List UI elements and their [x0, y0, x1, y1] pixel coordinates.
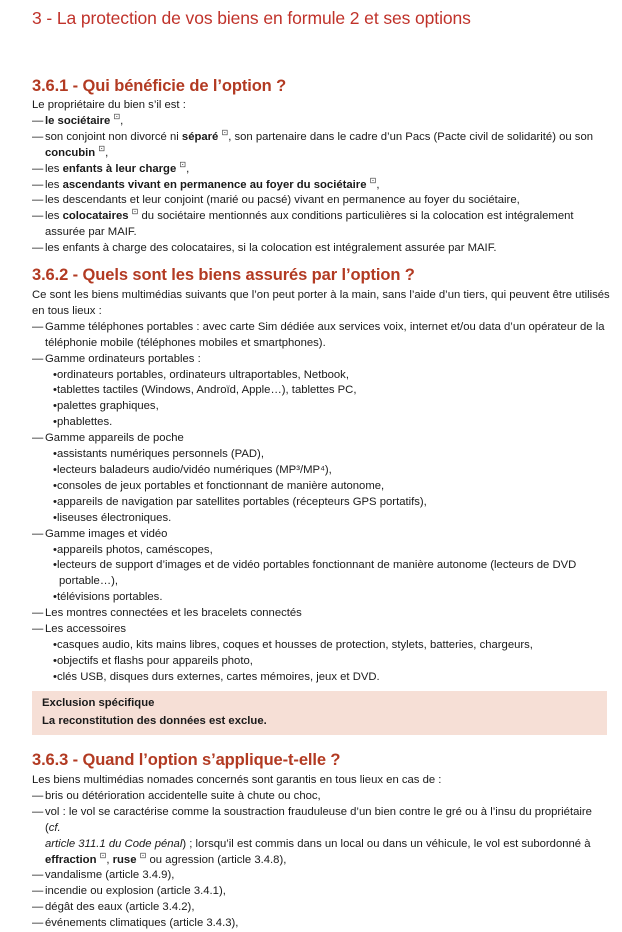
- glossary-ref-icon[interactable]: ⊡: [99, 850, 107, 860]
- sub-list-item: •clés USB, disques durs externes, cartes mémoires, jeux et DVD.: [53, 670, 380, 683]
- section-3-6-3-body: [32, 773, 610, 932]
- list-item: — le sociétaire ⊡,: [32, 114, 610, 130]
- list-item: — les colocataires ⊡ du sociétaire mentionnés aux conditions particulières si la colocation est intégralement assurée par MAIF.: [32, 209, 610, 241]
- section-3-6-1-title: 3.6.1 - Qui bénéficie de l’option ?: [32, 77, 287, 95]
- exclusion-text: La reconstitution des données est exclue.: [42, 715, 267, 727]
- section-3-6-2-title: 3.6.2 - Quels sont les biens assurés par l’option ?: [32, 266, 415, 284]
- sub-list-item: •palettes graphiques,: [53, 400, 159, 413]
- sub-list-item: •appareils photos, caméscopes,: [53, 543, 213, 556]
- exclusion-title: Exclusion spécifique: [42, 697, 155, 709]
- sub-list-item: •consoles de jeux portables et fonctionnant de manière autonome,: [53, 479, 385, 492]
- list-item: — les enfants à leur charge ⊡,: [32, 162, 610, 178]
- list-item: — événements climatiques (article 3.4.3),: [32, 916, 610, 932]
- sub-list-item: •objectifs et flashs pour appareils photo,: [53, 654, 253, 667]
- sub-list-item: •phablettes.: [53, 416, 113, 429]
- list-item: — les enfants à charge des colocataires, si la colocation est intégralement assurée par MAIF.: [32, 241, 610, 257]
- list-item: — dégât des eaux (article 3.4.2),: [32, 900, 610, 916]
- sub-list-item: •ordinateurs portables, ordinateurs ultraportables, Netbook,: [53, 368, 349, 381]
- list-item: — vandalisme (article 3.4.9),: [32, 868, 610, 884]
- list-item: — Gamme appareils de poche: [32, 431, 610, 447]
- list-item: — Les montres connectées et les bracelets connectés: [32, 606, 610, 622]
- list-item: — les ascendants vivant en permanence au foyer du sociétaire ⊡,: [32, 178, 610, 194]
- glossary-ref-icon[interactable]: ⊡: [179, 159, 187, 169]
- glossary-ref-icon[interactable]: ⊡: [113, 112, 121, 122]
- chapter-title: 3 - La protection de vos biens en formule 2 et ses options: [32, 8, 471, 28]
- sub-list-item: •lecteurs de support d’images et de vidéo portables fonctionnant de manière autonome (lecteurs de DVD portable…),: [53, 559, 577, 588]
- exclusion-box: [32, 691, 607, 735]
- glossary-ref-icon[interactable]: ⊡: [221, 128, 229, 138]
- sub-list-item: •appareils de navigation par satellites portables (récepteurs GPS portatifs),: [53, 495, 427, 508]
- list-item: — Gamme images et vidéo: [32, 527, 610, 543]
- sub-list-item: •télévisions portables.: [53, 591, 163, 604]
- list-item: — les descendants et leur conjoint (marié ou pacsé) vivant en permanence au foyer du sociétaire,: [32, 193, 610, 209]
- list-item: — Gamme téléphones portables : avec carte Sim dédiée aux services voix, internet et/ou data d’un opérateur de la téléphonie mobile (téléphones mobiles et smartphones).: [32, 320, 610, 352]
- sub-list-item: •casques audio, kits mains libres, coques et housses de protection, stylets, batteries, chargeurs,: [53, 638, 533, 651]
- sub-list-item: •liseuses électroniques.: [53, 511, 172, 524]
- glossary-ref-icon[interactable]: ⊡: [139, 850, 147, 860]
- intro-text: Le propriétaire du bien s’il est :: [32, 99, 186, 111]
- list-item: — incendie ou explosion (article 3.4.1),: [32, 884, 610, 900]
- glossary-ref-icon[interactable]: ⊡: [369, 175, 377, 185]
- list-item: — bris ou détérioration accidentelle suite à chute ou choc,: [32, 789, 610, 805]
- sub-list-item: •lecteurs baladeurs audio/vidéo numériques (MP³/MP⁴),: [53, 463, 332, 476]
- list-item: — Gamme ordinateurs portables :: [32, 352, 610, 368]
- glossary-ref-icon[interactable]: ⊡: [131, 207, 139, 217]
- sub-list-item: •tablettes tactiles (Windows, Androïd, Apple…), tablettes PC,: [53, 384, 357, 397]
- list-item: — Les accessoires: [32, 622, 610, 638]
- section-3-6-2-body: [32, 288, 610, 686]
- intro-text: Ce sont les biens multimédias suivants que l’on peut porter à la main, sans l’aide d’un tiers, qui peuvent être utilisés en tous lieux :: [32, 289, 610, 317]
- section-3-6-3-title: 3.6.3 - Quand l’option s’applique-t-elle ?: [32, 751, 341, 769]
- list-item: — son conjoint non divorcé ni séparé ⊡, son partenaire dans le cadre d’un Pacs (Pacte civil de solidarité) ou son concubin ⊡,: [32, 130, 610, 162]
- list-item: — vol : le vol se caractérise comme la soustraction frauduleuse d’un bien contre le gré ou à l’insu du propriétaire (cf. article 311.1 du Code pénal) ; lorsqu’il est commis dans un local ou dans un véhicule, le vol est subordonné à effraction ⊡, ruse ⊡ ou agression (article 3.4.8),: [32, 805, 610, 869]
- glossary-ref-icon[interactable]: ⊡: [98, 143, 106, 153]
- sub-list-item: •assistants numériques personnels (PAD),: [53, 448, 264, 461]
- section-3-6-1-body: [32, 98, 610, 257]
- intro-text: Les biens multimédias nomades concernés sont garantis en tous lieux en cas de :: [32, 774, 442, 786]
